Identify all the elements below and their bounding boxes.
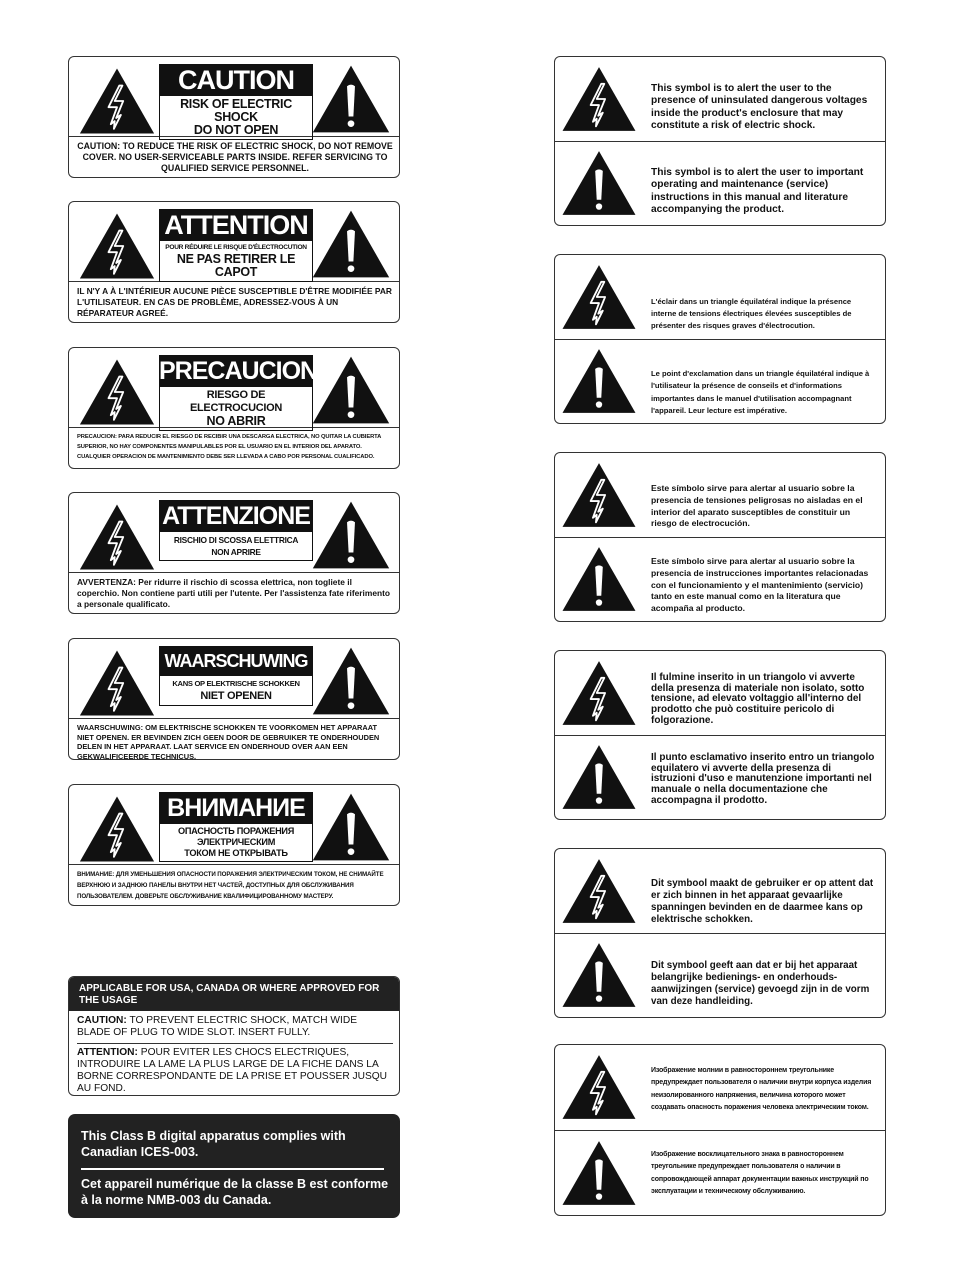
exclamation-triangle-icon (311, 355, 391, 425)
lightning-explanation-text: Dit symbool maakt de gebruiker er op attent dat er zich binnen in het apparaat gevaarlijke spanningen bevinden en de daarmee kans op elektrische schokken. (651, 878, 874, 925)
exclamation-explanation-row (555, 736, 885, 820)
lightning-explanation-text: Este símbolo sirve para alertar al usuario sobre la presencia de tensiones peligrosas no aisladas en el interior del aparato susceptibles de constituir un riesgo de electrocución. (651, 483, 863, 529)
exclamation-triangle-icon (561, 743, 637, 811)
warning-label (159, 646, 313, 706)
lightning-triangle-icon (77, 212, 157, 280)
exclamation-triangle-icon (311, 209, 391, 279)
warning-label (159, 792, 313, 862)
warning-header (69, 493, 399, 573)
warning-box-caution (68, 56, 400, 178)
class-b-english-text: This Class B digital apparatus complies with Canadian ICES-003. (81, 1129, 346, 1159)
warning-sub-line-2: ТОКОМ НЕ ОТКРЫВАТЬ (184, 848, 288, 858)
warning-label (159, 355, 318, 431)
warning-sub-line-2: NO ABRIR (206, 414, 266, 428)
plug-notice-box (68, 976, 400, 1096)
warning-sub-line-1: RISCHIO DI SCOSSA ELETTRICA (173, 535, 299, 545)
warning-title: CAUTION (159, 64, 313, 96)
lightning-explanation-row (555, 453, 885, 538)
lightning-triangle-icon (561, 1053, 637, 1121)
warning-text: CAUTION: TO REDUCE THE RISK OF ELECTRIC SHOCK, DO NOT REMOVE COVER. NO USER-SERVICEABLE PARTS INSIDE. REFER SERVICING TO QUALIFIED SERVICE PERSONNEL. (77, 141, 393, 173)
exclamation-triangle-icon (561, 149, 637, 217)
lightning-explanation-row (555, 849, 885, 934)
warning-label (159, 64, 313, 140)
symbol-box-spanish (554, 452, 886, 622)
exclamation-explanation-text: Este símbolo sirve para alertar al usuario sobre la presencia de instrucciones importantes relacionadas con el funcionamiento y el mantenimiento (servicio) tanto en este manual como en la literatura que acompaña al producto. (651, 556, 869, 614)
lightning-explanation-row (555, 1045, 885, 1131)
class-b-french-text: Cet appareil numérique de la classe B est conforme à la norme NMB-003 du Canada. (81, 1177, 389, 1207)
symbol-box-english (554, 56, 886, 226)
warning-sub-line-2: DO NOT OPEN (193, 123, 279, 137)
lightning-triangle-icon (561, 659, 637, 727)
lightning-triangle-icon (561, 65, 637, 133)
lightning-triangle-icon (77, 67, 157, 135)
plug-caution-text (77, 1015, 393, 1044)
warning-title: ВНИМАНИЕ (159, 792, 313, 824)
lightning-explanation-text: Изображение молнии в равностороннем треугольнике предупреждает пользователя о наличии внутри корпуса изделия неизолированного напряжения, величина которого может создавать опасность поражения человека электрическим током. (651, 1067, 872, 1111)
exclamation-explanation-text: Изображение восклицательного знака в равностороннем треугольнике предупреждает пользователя о наличии в сопровождающей аппарат документации важных инструкций по эксплуатации и техническому обслуживанию. (651, 1151, 869, 1195)
exclamation-explanation-row (555, 142, 885, 226)
lightning-explanation-row (555, 255, 885, 340)
warning-header (69, 785, 399, 865)
warning-title: ATTENZIONE (159, 500, 313, 532)
lightning-explanation-text: This symbol is to alert the user to the presence of uninsulated dangerous voltages inside the product's enclosure that may constitute a risk of electric shock. (651, 83, 868, 131)
warning-text: IL N'Y A À L'INTÉRIEUR AUCUNE PIÈCE SUSCEPTIBLE D'ÊTRE MODIFIÉE PAR L'UTILISATEUR. EN CAS DE PROBLÈME, ADRESSEZ-VOUS À UN RÉPARATEUR AGREÉ. (77, 286, 392, 318)
warning-label (159, 209, 313, 282)
warning-sub-line-2: NE PAS RETIRER LE CAPOT (176, 252, 296, 279)
warning-box-precaucion (68, 347, 400, 469)
exclamation-explanation-text: Il punto esclamativo inserito entro un triangolo equilatero vi avverte della presenza di istruzioni d'uso e manutenzione importanti nel manuale o nella documentazione che accompagna il prodotto. (651, 752, 875, 806)
lightning-explanation-row (555, 651, 885, 736)
warning-subtitle (159, 387, 313, 431)
warning-header (69, 348, 399, 428)
lightning-explanation-text: Il fulmine inserito in un triangolo vi avverte della presenza di materiale non isolato, sotto tensione, ad elevato voltaggio all'interno del prodotto che può costituire pericolo di folgorazione. (651, 672, 865, 726)
plug-attention-label: ATTENTION: (77, 1047, 138, 1058)
warning-sub-line-2: NIET OPENEN (200, 690, 272, 702)
exclamation-explanation-text: Dit symbool geeft aan dat er bij het apparaat belangrijke bedienings- en onderhouds-aanwijzingen (service) gevoegd zijn in de vorm van deze handleiding. (651, 960, 870, 1007)
warning-text: AVVERTENZA: Per ridurre il rischio di scossa elettrica, non togliete il coperchio. Non contiene parti utili per l'utente. Per l'assistenza fate riferimento a personale qualificato. (77, 577, 390, 609)
warning-sub-line-1: POUR RÉDUIRE LE RISQUE D'ÉLECTROCUTION (165, 244, 307, 251)
warning-text: PRECAUCION: PARA REDUCIR EL RIESGO DE RECIBIR UNA DESCARGA ELECTRICA, NO QUITAR LA CUBIERTA SUPERIOR, NO HAY COMPONENTES MANIPULABLES POR EL USUARIO EN EL INTERIOR DEL APARATO. CUALQUIER OPERACION DE MANTENIMIENTO DEBE SER LLEVADA A CABO POR PERSONAL CUALIFICADO. (77, 434, 382, 460)
lightning-triangle-icon (77, 503, 157, 571)
warning-subtitle (159, 532, 313, 561)
exclamation-explanation-text: This symbol is to alert the user to important operating and maintenance (service) instructions in this manual and literature accompanying the product. (651, 167, 864, 215)
exclamation-triangle-icon (561, 545, 637, 613)
exclamation-explanation-row (555, 934, 885, 1018)
exclamation-triangle-icon (561, 941, 637, 1009)
lightning-triangle-icon (77, 358, 157, 426)
warning-box-vnimanie (68, 784, 400, 906)
exclamation-triangle-icon (311, 792, 391, 862)
warning-text: WAARSCHUWING: OM ELEKTRISCHE SCHOKKEN TE VOORKOMEN HET APPARAAT NIET OPENEN. ER BEVINDEN ZICH GEEN DOOR DE GEBRUIKER TE ONDERHOUDEN DELEN IN HET APPARAAT. LAAT SERVICE EN ONDERHOUD OVER AAN EEN GEKWALIFICEERDE TECHNICUS. (77, 723, 380, 760)
warning-header (69, 639, 399, 719)
warning-title: ATTENTION (159, 209, 313, 241)
warning-box-waarschuwing (68, 638, 400, 760)
lightning-triangle-icon (561, 461, 637, 529)
warning-box-attenzione (68, 492, 400, 614)
plug-caution-body: TO PREVENT ELECTRIC SHOCK, MATCH WIDE BLADE OF PLUG TO WIDE SLOT. INSERT FULLY. (77, 1015, 358, 1038)
warning-sub-line-1: ОПАСНОСТЬ ПОРАЖЕНИЯ ЭЛЕКТРИЧЕСКИМ (177, 826, 295, 847)
symbol-box-russian (554, 1044, 886, 1216)
plug-caution-label: CAUTION: (77, 1015, 127, 1026)
exclamation-triangle-icon (561, 1139, 637, 1207)
lightning-explanation-row (555, 57, 885, 142)
warning-sub-line-1: KANS OP ELEKTRISCHE SCHOKKEN (172, 679, 300, 688)
lightning-triangle-icon (77, 649, 157, 717)
warning-subtitle (159, 241, 313, 282)
warning-subtitle (159, 96, 313, 140)
exclamation-explanation-row (555, 538, 885, 622)
class-b-compliance-box (68, 1114, 400, 1218)
warning-label (159, 500, 313, 561)
exclamation-explanation-text: Le point d'exclamation dans un triangle équilatéral indique à l'utilisateur la présence de conseils et d'informations importantes dans le manuel d'utilisation accompagnant l'appareil. Leur lecture est impérative. (651, 369, 870, 415)
exclamation-explanation-row (555, 1131, 885, 1216)
lightning-triangle-icon (561, 263, 637, 331)
exclamation-triangle-icon (311, 500, 391, 570)
class-b-divider (81, 1168, 384, 1170)
symbol-box-dutch (554, 848, 886, 1018)
warning-text: ВНИМАНИЕ: ДЛЯ УМЕНЬШЕНИЯ ОПАСНОСТИ ПОРАЖЕНИЯ ЭЛЕКТРИЧЕСКИМ ТОКОМ, НЕ СНИМАЙТЕ ВЕРХНЮЮ И ЗАДНЮЮ ПАНЕЛЫ ВНУТРИ НЕТ ЧАСТЕЙ, ДОСТУПНЫХ ДЛЯ ОБСЛУЖИВАНИЯ ПОЛЬЗОВАТЕЛЕМ. ДОВЕРЬТЕ ОБСЛУЖИВАНИЕ КВАЛИФИЦИРОВАННОМУ МАСТЕРУ. (77, 871, 384, 900)
symbol-box-french (554, 254, 886, 424)
lightning-triangle-icon (77, 795, 157, 863)
plug-notice-header: APPLICABLE FOR USA, CANADA OR WHERE APPROVED FOR THE USAGE (69, 977, 399, 1011)
warning-title: WAARSCHUWING (159, 646, 313, 676)
warning-subtitle (159, 824, 313, 862)
warning-sub-line-2: NON APRIRE (211, 547, 261, 557)
warning-box-attention (68, 201, 400, 323)
warning-title: PRECAUCION (159, 357, 318, 385)
exclamation-triangle-icon (311, 64, 391, 134)
warning-subtitle (159, 676, 313, 706)
exclamation-triangle-icon (311, 646, 391, 716)
plug-attention-body: POUR EVITER LES CHOCS ELECTRIQUES, INTRODUIRE LA LAME LA PLUS LARGE DE LA FICHE DANS LA BORNE CORRESPONDANTE DE LA PRISE ET POUSSER JUSQU AU FOND. (77, 1047, 388, 1094)
warning-sub-line-1: RISK OF ELECTRIC SHOCK (180, 97, 292, 124)
warning-header (69, 57, 399, 137)
exclamation-triangle-icon (561, 347, 637, 415)
warning-header (69, 202, 399, 282)
lightning-triangle-icon (561, 857, 637, 925)
symbol-box-italian (554, 650, 886, 820)
exclamation-explanation-row (555, 340, 885, 424)
warning-sub-line-1: RIESGO DE ELECTROCUCION (189, 389, 283, 414)
lightning-explanation-text: L'éclair dans un triangle équilatéral indique la présence interne de tensions électriques élevées susceptibles de présenter des risques graves d'électrocution. (651, 297, 852, 330)
plug-attention-text (77, 1047, 393, 1095)
